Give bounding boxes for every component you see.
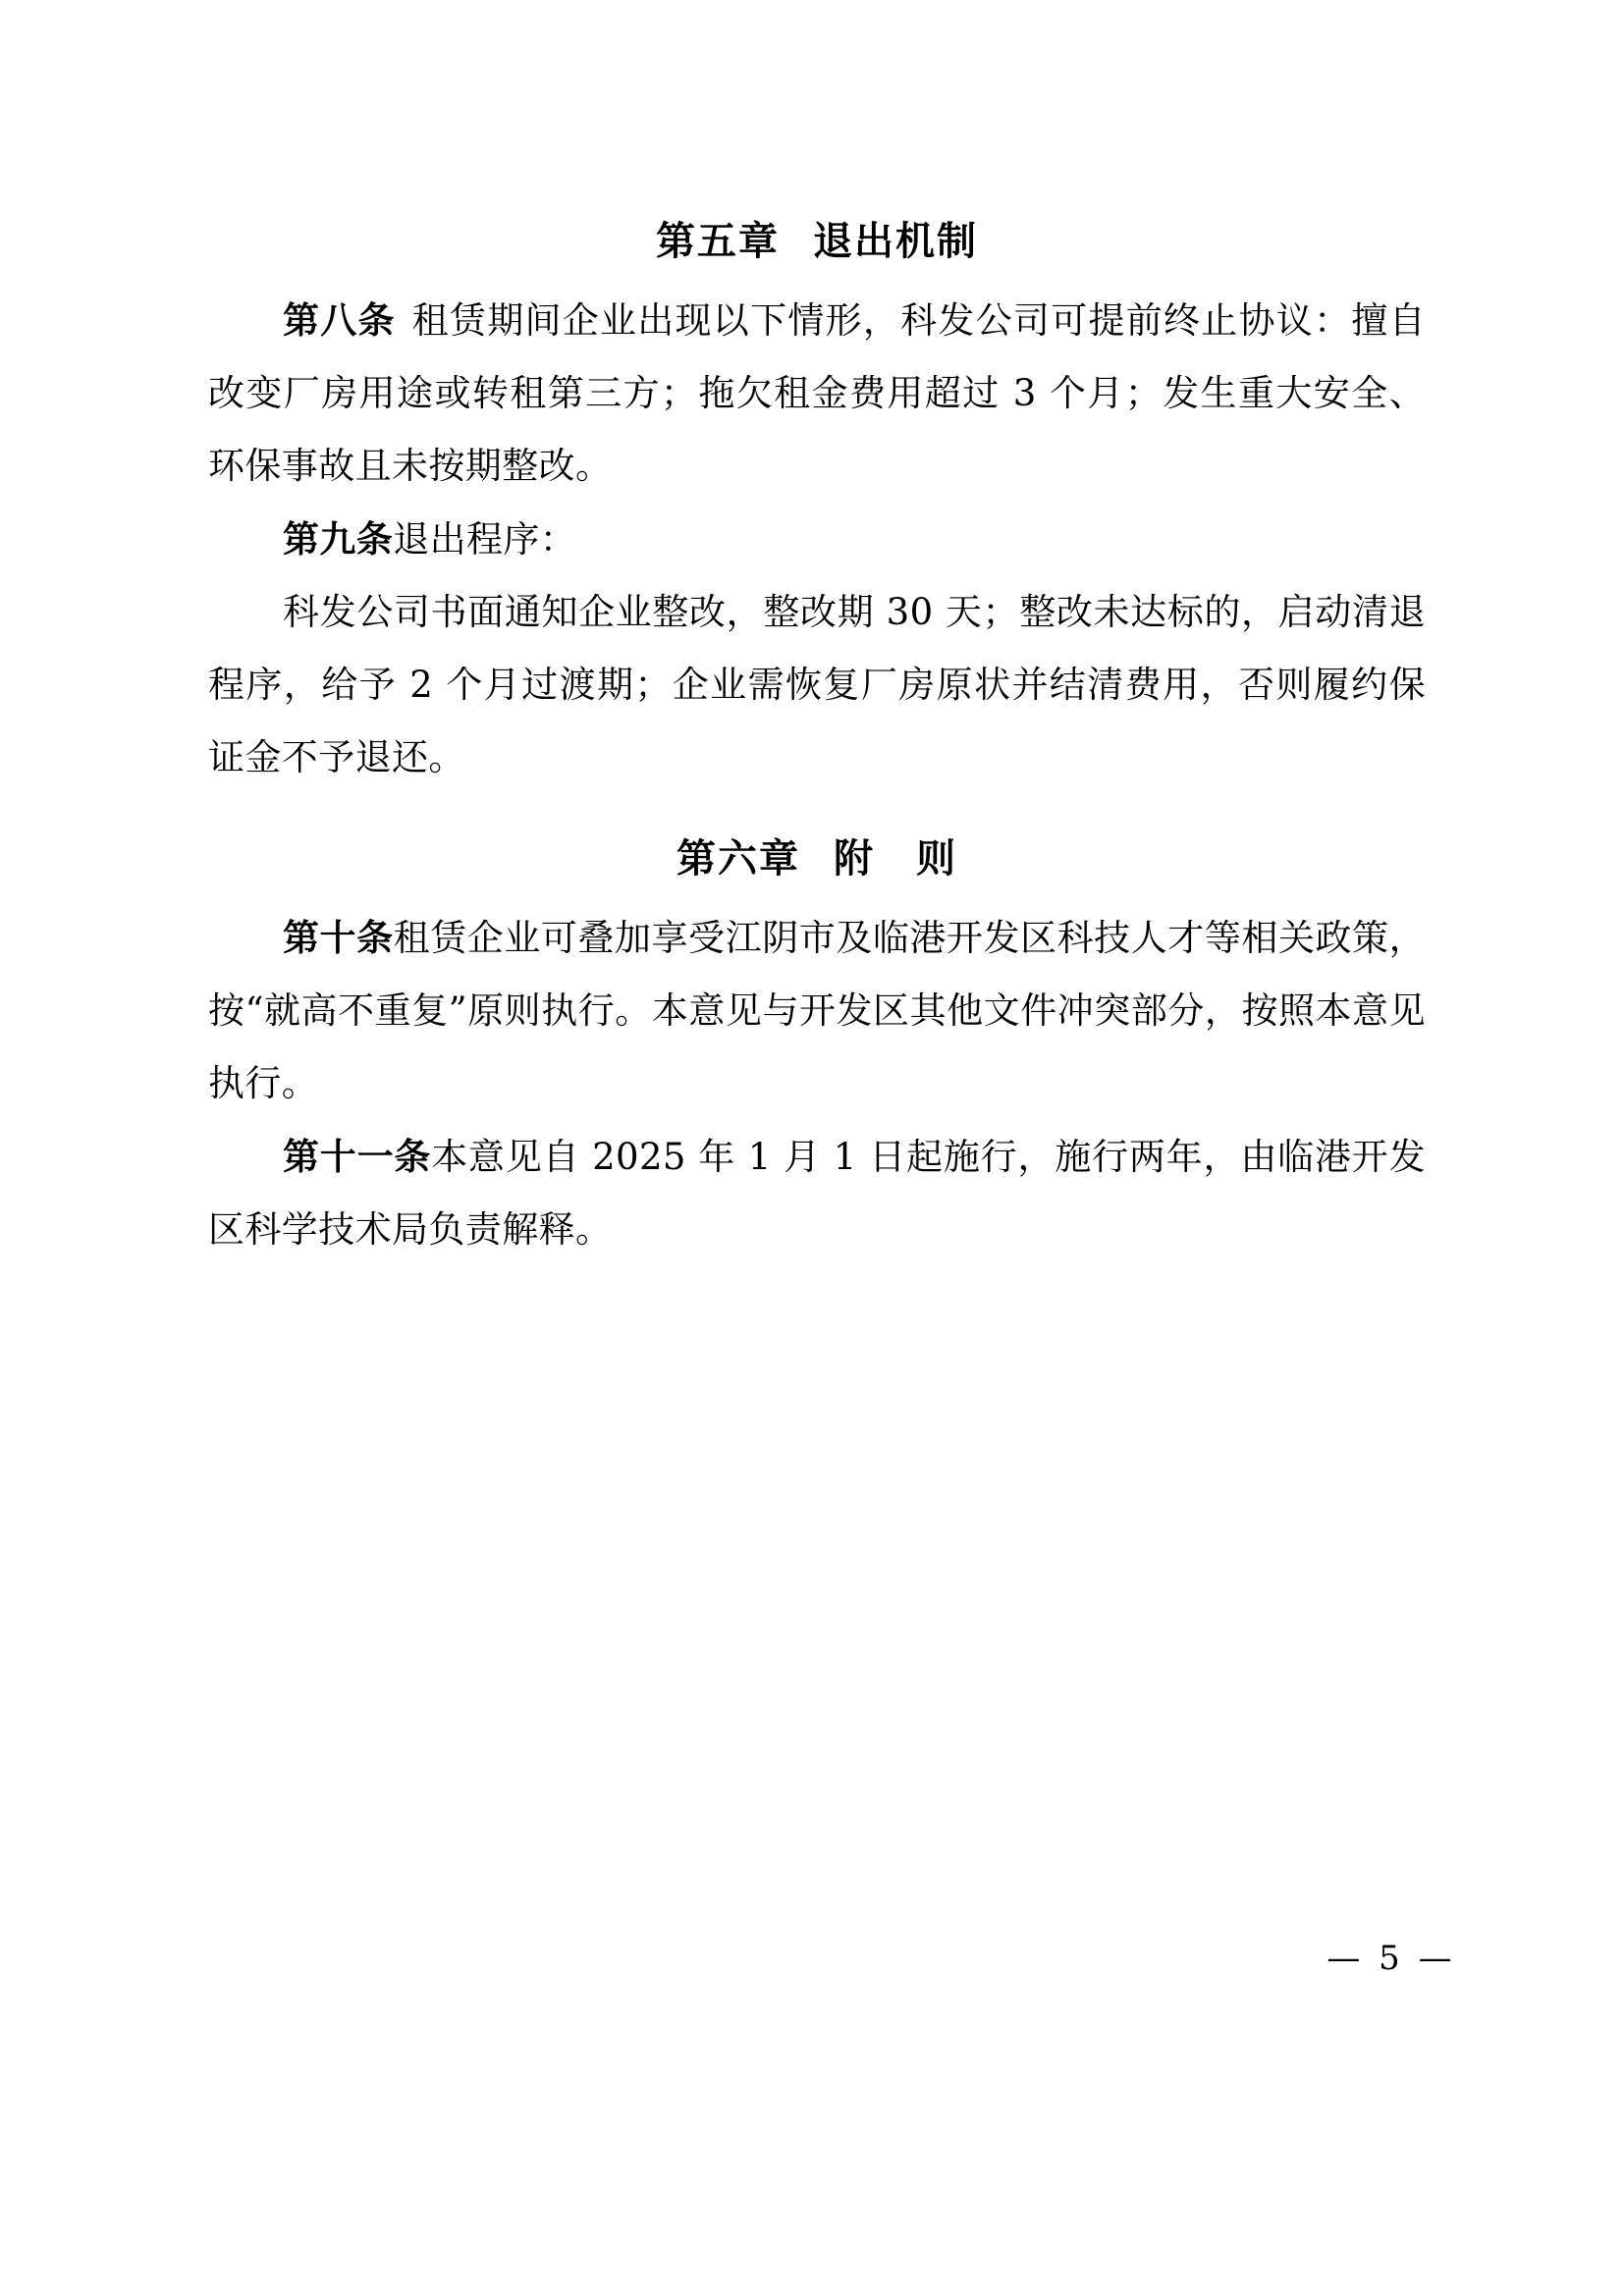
page-footer <box>0 1939 1624 1978</box>
article-11-paragraph <box>208 1120 1426 1266</box>
article-9-detail-text: 科发公司书面通知企业整改，整改期 30 天；整改未达标的，启动清退程序，给予 2 个月过渡期；企业需恢复厂房原状并结清费用，否则履约保证金不予退还。 <box>208 591 1426 778</box>
chapter-heading-5 <box>208 177 1426 284</box>
chapter-heading-6-title: 附 则 <box>834 835 957 881</box>
chapter-heading-6-prefix: 第六章 <box>677 835 800 881</box>
page-number: — 5 — <box>1326 1939 1456 1978</box>
chapter-heading-5-title: 退出机制 <box>813 218 978 264</box>
article-9-text: 退出程序： <box>393 518 577 561</box>
article-8-text: 租赁期间企业出现以下情形，科发公司可提前终止协议：擅自改变厂房用途或转租第三方；拖欠租金费用超过 3 个月；发生重大安全、环保事故且未按期整改。 <box>208 299 1426 487</box>
article-11-text: 本意见自 2025 年 1 月 1 日起施行，施行两年，由临港开发区科学技术局负责解释。 <box>208 1136 1426 1251</box>
article-9-detail-paragraph <box>208 576 1426 794</box>
article-10-text: 租赁企业可叠加享受江阴市及临港开发区科技人才等相关政策，按“就高不重复”原则执行。本意见与开发区其他文件冲突部分，按照本意见执行。 <box>208 917 1427 1104</box>
article-10-paragraph <box>208 901 1426 1120</box>
article-9-paragraph <box>208 503 1426 576</box>
article-9-label: 第九条 <box>283 517 394 561</box>
chapter-heading-6 <box>208 794 1426 901</box>
article-8-label: 第八条 <box>283 298 396 342</box>
chapter-heading-5-prefix: 第五章 <box>656 218 780 264</box>
article-8-paragraph <box>208 284 1426 503</box>
article-11-label: 第十一条 <box>283 1135 432 1178</box>
article-10-label: 第十条 <box>283 916 394 959</box>
document-body <box>208 177 1426 1266</box>
